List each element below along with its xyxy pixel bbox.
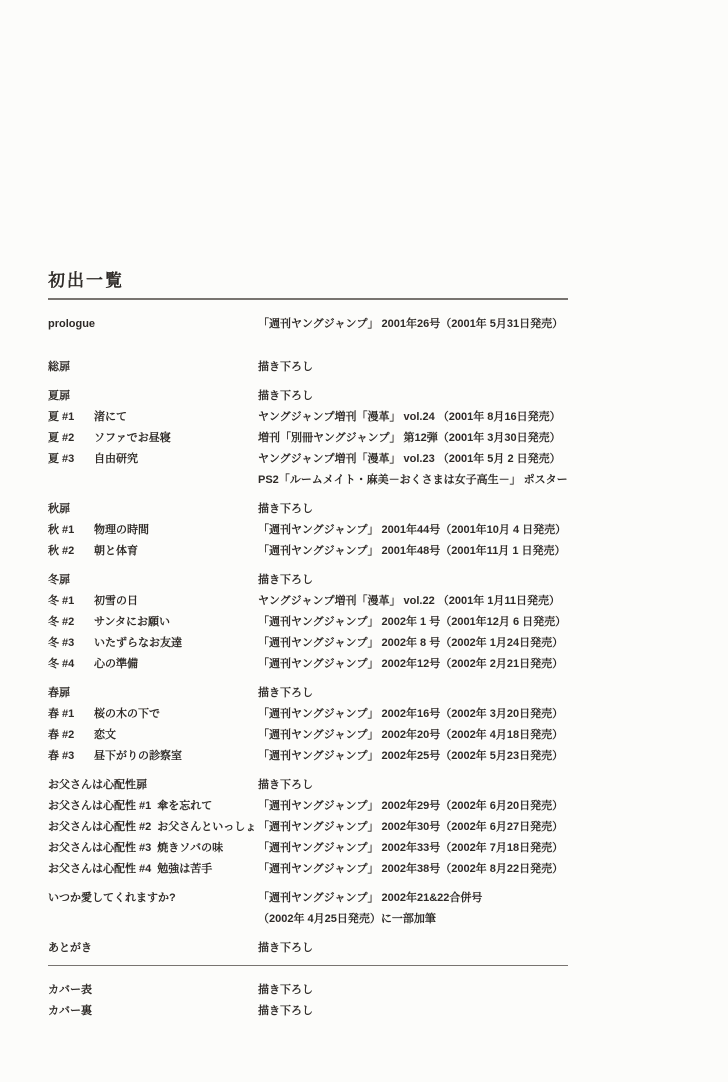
entry-label: 冬 #4 [48, 658, 75, 670]
entry-publication: 描き下ろし [258, 574, 313, 586]
entry-publication: （2002年 4月25日発売）に一部加筆 [258, 913, 436, 925]
divider [48, 965, 568, 966]
entry-left-cell [48, 775, 258, 796]
list-row [48, 838, 568, 859]
entry-label: 春 #1 [48, 708, 75, 720]
entry-publication: 「週刊ヤングジャンプ」 2002年25号（2002年 5月23日発売） [258, 750, 564, 762]
list-row [48, 980, 568, 1001]
entry-publication: 描き下ろし [258, 984, 313, 996]
entry-publication: 「週刊ヤングジャンプ」 2002年12号（2002年 2月21日発売） [258, 658, 564, 670]
entry-publication: 「週刊ヤングジャンプ」 2001年26号（2001年 5月31日発売） [258, 318, 564, 330]
list-row [48, 314, 568, 335]
entry-label: 秋扉 [48, 503, 70, 515]
entry-title: 昼下がりの診察室 [94, 750, 182, 762]
section [48, 357, 568, 378]
entry-left-cell [48, 470, 258, 491]
entry-publication: 「週刊ヤングジャンプ」 2002年20号（2002年 4月18日発売） [258, 729, 564, 741]
entry-publication: 描き下ろし [258, 1005, 313, 1017]
page-title: 初出一覧 [48, 271, 124, 290]
entry-publication: ヤングジャンプ増刊「漫革」 vol.23 （2001年 5月 2 日発売） [258, 453, 561, 465]
entry-publication: 増刊「別冊ヤングジャンプ」 第12弾（2001年 3月30日発売） [258, 432, 561, 444]
entry-label: 冬 #3 [48, 637, 75, 649]
entry-label: 春 #3 [48, 750, 75, 762]
entry-left-cell [48, 541, 258, 562]
entry-left-cell [48, 1001, 258, 1022]
entry-title: 自由研究 [94, 453, 138, 465]
entry-left-cell [48, 704, 258, 725]
entry-publication: 描き下ろし [258, 361, 313, 373]
entry-label: あとがき [48, 942, 92, 954]
list-row [48, 725, 568, 746]
entry-publication: 「週刊ヤングジャンプ」 2002年 1 号（2001年12月 6 日発売） [258, 616, 567, 628]
entry-publication: PS2「ルームメイト・麻美－おくさまは女子高生－」 ポスター [258, 474, 568, 486]
list-row [48, 570, 568, 591]
entry-left-cell [48, 499, 258, 520]
section [48, 314, 568, 335]
entry-title: サンタにお願い [94, 616, 171, 628]
entry-label: カバー裏 [48, 1005, 92, 1017]
entry-left-cell [48, 386, 258, 407]
section [48, 888, 568, 930]
entry-left-cell [48, 449, 258, 470]
entry-label: 秋 #1 [48, 524, 75, 536]
entry-label: 夏 #2 [48, 432, 75, 444]
entry-left-cell [48, 357, 258, 378]
entry-title: 焼きソバの味 [157, 842, 224, 854]
entry-title: 傘を忘れて [157, 800, 213, 812]
section [48, 683, 568, 767]
entry-label: 春扉 [48, 687, 70, 699]
entry-label: お父さんは心配性 #2 [48, 821, 152, 833]
entry-title: 初雪の日 [94, 595, 138, 607]
list-row [48, 591, 568, 612]
entry-label: 春 #2 [48, 729, 75, 741]
entry-publication: 「週刊ヤングジャンプ」 2002年16号（2002年 3月20日発売） [258, 708, 564, 720]
entry-left-cell [48, 314, 258, 335]
list-row [48, 888, 568, 909]
entry-title: 心の準備 [94, 658, 138, 670]
entry-publication: 描き下ろし [258, 390, 313, 402]
entry-left-cell [48, 654, 258, 675]
list-row [48, 704, 568, 725]
entry-publication: 「週刊ヤングジャンプ」 2002年29号（2002年 6月20日発売） [258, 800, 564, 812]
list-row [48, 859, 568, 880]
entry-title: 勉強は苦手 [157, 863, 213, 875]
section [48, 499, 568, 562]
entry-left-cell [48, 888, 258, 909]
list-row [48, 817, 568, 838]
list-row [48, 357, 568, 378]
list-row [48, 775, 568, 796]
list-row [48, 386, 568, 407]
entry-left-cell [48, 725, 258, 746]
entry-left-cell [48, 980, 258, 1001]
list-row [48, 654, 568, 675]
list-row [48, 909, 568, 930]
entry-left-cell [48, 407, 258, 428]
list-row [48, 612, 568, 633]
entry-label: 総扉 [48, 361, 70, 373]
entry-title: いたずらなお友達 [94, 637, 182, 649]
entry-label: お父さんは心配性 #1 [48, 800, 152, 812]
entry-publication: 描き下ろし [258, 503, 313, 515]
entry-label: 秋 #2 [48, 545, 75, 557]
entry-label: カバー表 [48, 984, 92, 996]
entry-label: prologue [48, 318, 96, 330]
list-row [48, 499, 568, 520]
entry-title: 桜の木の下で [94, 708, 160, 720]
entry-left-cell [48, 683, 258, 704]
list-row [48, 449, 568, 470]
list-row [48, 470, 568, 491]
list-row [48, 428, 568, 449]
entry-label: 冬 #1 [48, 595, 75, 607]
entry-publication: 「週刊ヤングジャンプ」 2002年21&22合併号 [258, 892, 483, 904]
entry-publication: 描き下ろし [258, 687, 313, 699]
list-row [48, 683, 568, 704]
entry-label: お父さんは心配性扉 [48, 779, 147, 791]
list-row [48, 938, 568, 959]
entry-left-cell [48, 859, 258, 880]
entry-label: 夏 #3 [48, 453, 75, 465]
section [48, 570, 568, 675]
entry-left-cell [48, 938, 258, 959]
entry-title: 物理の時間 [94, 524, 149, 536]
entry-left-cell [48, 591, 258, 612]
entry-publication: 「週刊ヤングジャンプ」 2002年30号（2002年 6月27日発売） [258, 821, 564, 833]
section [48, 386, 568, 491]
entry-publication: 描き下ろし [258, 779, 313, 791]
publication-list [48, 314, 568, 1022]
list-row [48, 796, 568, 817]
list-row [48, 541, 568, 562]
entry-title: 恋文 [94, 729, 116, 741]
entry-left-cell [48, 570, 258, 591]
entry-publication: ヤングジャンプ増刊「漫革」 vol.22 （2001年 1月11日発売） [258, 595, 561, 607]
entry-left-cell [48, 612, 258, 633]
list-row [48, 746, 568, 767]
entry-title: 渚にて [94, 411, 127, 423]
entry-title: ソファでお昼寝 [94, 432, 171, 444]
entry-label: 夏扉 [48, 390, 70, 402]
list-row [48, 407, 568, 428]
entry-publication: 描き下ろし [258, 942, 313, 954]
list-row [48, 520, 568, 541]
section [48, 938, 568, 959]
entry-left-cell [48, 520, 258, 541]
list-row [48, 633, 568, 654]
entry-publication: 「週刊ヤングジャンプ」 2001年48号（2001年11月 1 日発売） [258, 545, 566, 557]
entry-left-cell [48, 428, 258, 449]
entry-left-cell [48, 909, 258, 930]
entry-label: お父さんは心配性 #3 [48, 842, 152, 854]
entry-left-cell [48, 817, 258, 838]
entry-publication: 「週刊ヤングジャンプ」 2002年38号（2002年 8月22日発売） [258, 863, 564, 875]
entry-publication: ヤングジャンプ増刊「漫革」 vol.24 （2001年 8月16日発売） [258, 411, 561, 423]
title-rule [48, 298, 568, 300]
entry-left-cell [48, 633, 258, 654]
entry-label: 夏 #1 [48, 411, 75, 423]
entry-left-cell [48, 838, 258, 859]
section [48, 980, 568, 1022]
entry-left-cell [48, 746, 258, 767]
entry-label: いつか愛してくれますか? [48, 892, 176, 904]
entry-label: 冬扉 [48, 574, 70, 586]
entry-title: お父さんといっしょ [157, 821, 257, 833]
entry-publication: 「週刊ヤングジャンプ」 2002年 8 号（2002年 1月24日発売） [258, 637, 564, 649]
entry-publication: 「週刊ヤングジャンプ」 2002年33号（2002年 7月18日発売） [258, 842, 564, 854]
entry-publication: 「週刊ヤングジャンプ」 2001年44号（2001年10月 4 日発売） [258, 524, 567, 536]
entry-label: お父さんは心配性 #4 [48, 863, 152, 875]
section [48, 775, 568, 880]
entry-label: 冬 #2 [48, 616, 75, 628]
entry-title: 朝と体育 [94, 545, 138, 557]
entry-left-cell [48, 796, 258, 817]
list-row [48, 1001, 568, 1022]
